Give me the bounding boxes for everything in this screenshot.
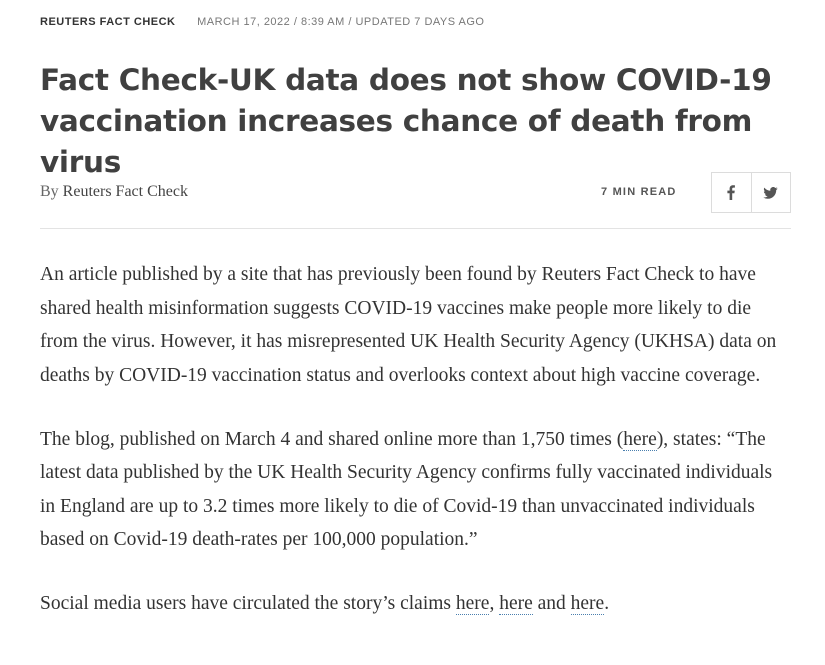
byline bbox=[40, 183, 188, 201]
paragraph-text: and bbox=[532, 593, 571, 614]
social-link-1[interactable]: here bbox=[455, 593, 490, 614]
source-link[interactable]: here bbox=[623, 428, 657, 450]
paragraph bbox=[40, 587, 791, 621]
share-facebook-button[interactable] bbox=[712, 173, 751, 212]
twitter-icon bbox=[763, 187, 778, 199]
byline-prefix: By bbox=[40, 183, 59, 200]
share-twitter-button[interactable] bbox=[751, 173, 791, 212]
social-link-2[interactable]: here bbox=[499, 593, 533, 614]
paragraph bbox=[40, 423, 791, 557]
social-link-3[interactable]: here bbox=[570, 593, 605, 614]
paragraph-text: , bbox=[489, 593, 500, 614]
header-divider bbox=[40, 228, 791, 229]
article-body bbox=[40, 258, 791, 651]
read-time: 7 MIN READ bbox=[601, 186, 677, 198]
article-meta bbox=[40, 16, 485, 28]
share-buttons bbox=[711, 172, 791, 213]
page-title: Fact Check-UK data does not show COVID-19 vaccination increases chance of death from virus bbox=[40, 63, 772, 179]
paragraph-text: The blog, published on March 4 and shared online more than 1,750 times ( bbox=[40, 428, 624, 450]
paragraph-text: Social media users have circulated the story’s claims bbox=[40, 593, 456, 614]
publish-date: MARCH 17, 2022 / 8:39 AM / UPDATED 7 DAYS AGO bbox=[197, 16, 485, 28]
paragraph: An article published by a site that has previously been found by Reuters Fact Check to have shared health misinformation suggests COVID-19 vaccines make people more likely to die from the virus. However, it has misrepresented UK Health Security Agency (UKHSA) data on deaths by COVID-19 vaccination status and overlooks context about high vaccine coverage. bbox=[40, 264, 777, 386]
facebook-icon bbox=[727, 185, 735, 200]
paragraph-text: . bbox=[604, 593, 610, 614]
paragraph-text: ), states: “The latest data published by the UK Health Security Agency confirms fully vaccinated individuals in England are up to 3.2 times more likely to die of Covid-19 than unvaccinated individuals based on Covid-19 death-rates per 100,000 population.” bbox=[40, 428, 773, 550]
author-name[interactable]: Reuters Fact Check bbox=[62, 183, 188, 200]
channel-label[interactable]: REUTERS FACT CHECK bbox=[40, 16, 176, 28]
